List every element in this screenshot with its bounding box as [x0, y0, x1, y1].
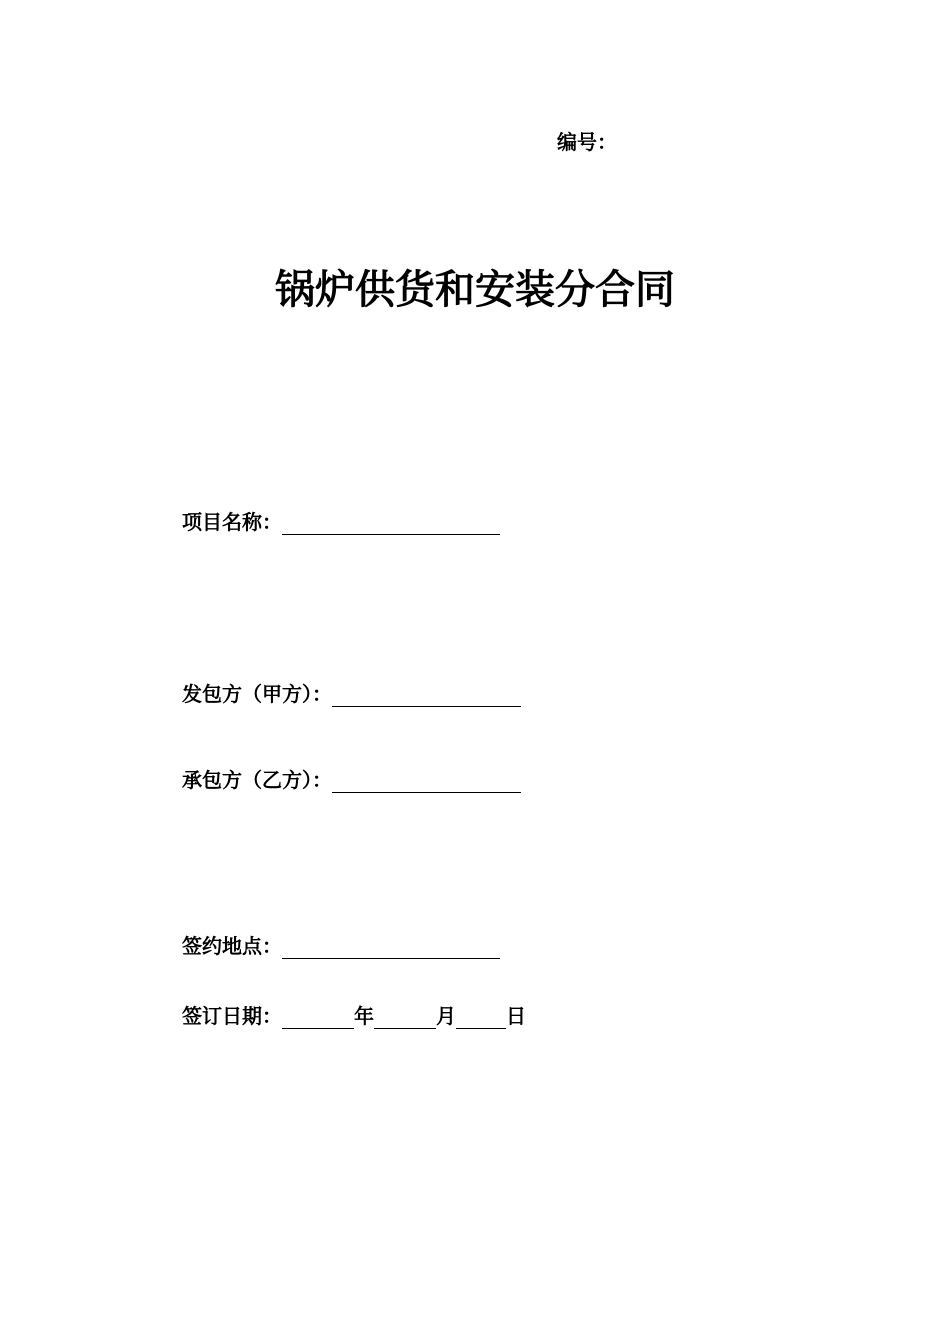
- sign-date-label: 签订日期：: [182, 1004, 282, 1028]
- party-b-label: 承包方（乙方）：: [182, 768, 332, 792]
- sign-date-field: [182, 1000, 526, 1029]
- year-unit: 年: [354, 1004, 374, 1028]
- month-blank[interactable]: [374, 1004, 436, 1029]
- sign-place-field: [182, 930, 500, 959]
- party-a-label: 发包方（甲方）：: [182, 682, 332, 706]
- party-b-field: [182, 764, 521, 793]
- month-unit: 月: [436, 1004, 456, 1028]
- day-blank[interactable]: [456, 1004, 506, 1029]
- party-a-blank[interactable]: [332, 682, 521, 707]
- project-name-label: 项目名称：: [182, 510, 282, 534]
- project-name-blank[interactable]: [282, 510, 500, 535]
- sign-place-blank[interactable]: [282, 934, 500, 959]
- sign-place-label: 签约地点：: [182, 934, 282, 958]
- project-name-field: [182, 506, 500, 535]
- party-a-field: [182, 678, 521, 707]
- year-blank[interactable]: [282, 1004, 354, 1029]
- contract-number-label: 编号：: [557, 130, 617, 154]
- document-title: 锅炉供货和安装分合同: [275, 266, 675, 313]
- party-b-blank[interactable]: [332, 768, 521, 793]
- day-unit: 日: [506, 1004, 526, 1028]
